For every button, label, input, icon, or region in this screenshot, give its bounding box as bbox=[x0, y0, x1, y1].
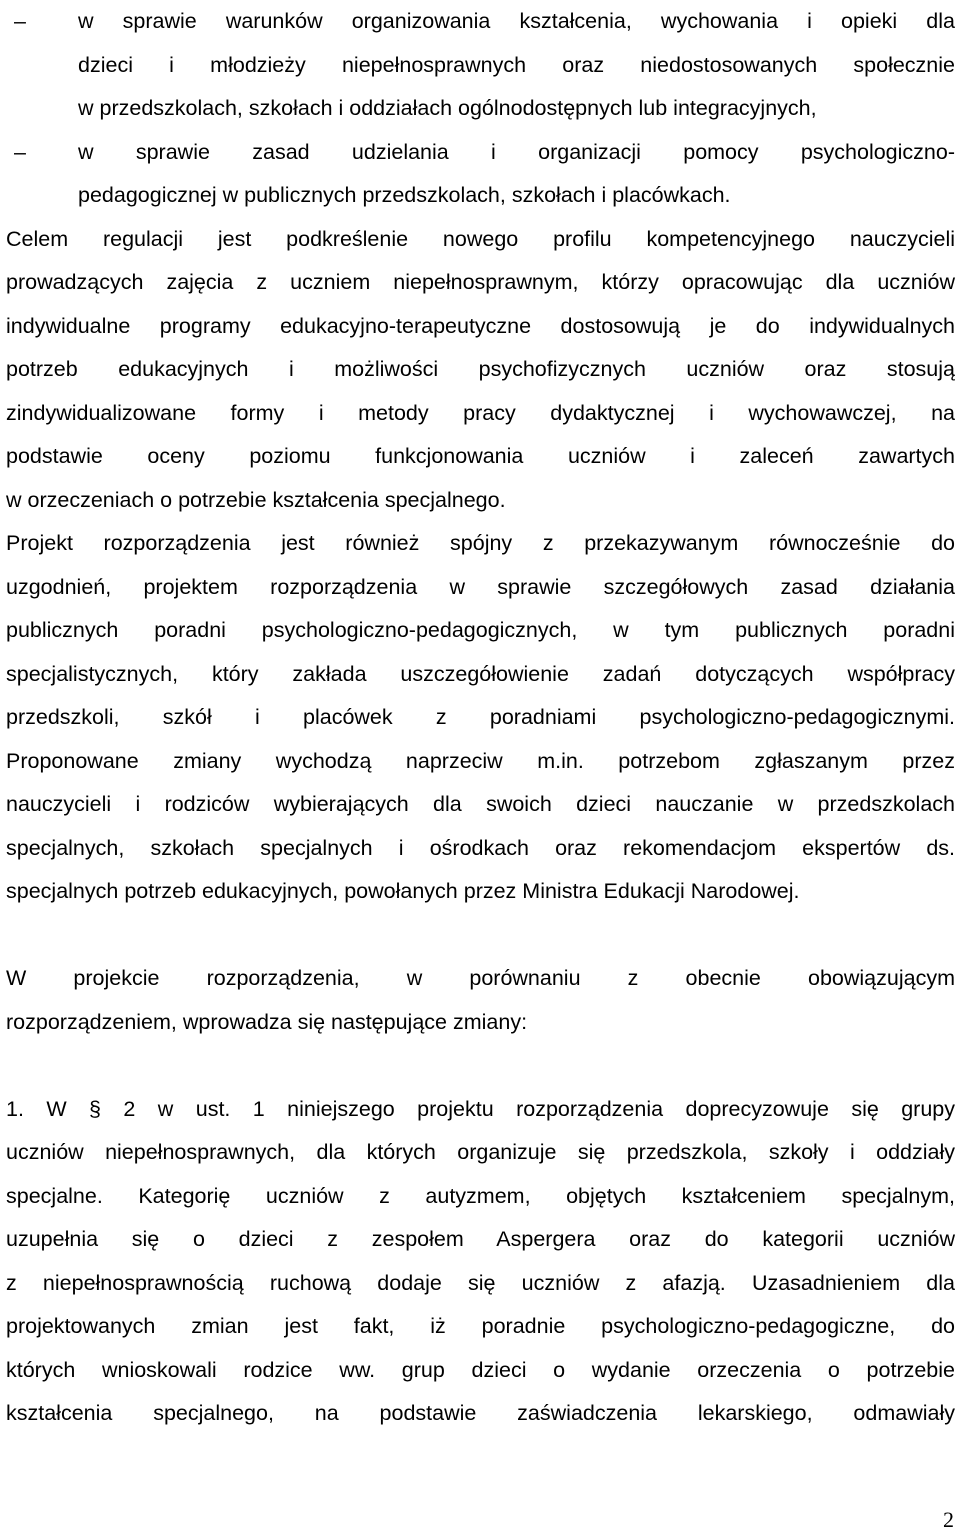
text-line: zindywidualizowane formy i metody pracy dydaktycznej i wychowawczej, na bbox=[6, 400, 955, 425]
text-line: uzupełnia się o dzieci z zespołem Aspergera oraz do kategorii uczniów bbox=[6, 1227, 955, 1251]
text-line: uczniów niepełnosprawnych, dla których organizuje się przedszkola, szkoły i oddziały bbox=[6, 1140, 955, 1164]
text-line: 1. W § 2 w ust. 1 niniejszego projektu rozporządzenia doprecyzowuje się grupy bbox=[6, 1096, 955, 1121]
text-line: pedagogicznej w publicznych przedszkolach, szkołach i placówkach. bbox=[78, 183, 731, 207]
paragraph-change-1 bbox=[6, 1088, 955, 1436]
text-line: przedszkoli, szkół i placówek z poradniami psychologiczno-pedagogicznymi. bbox=[6, 705, 955, 729]
text-line: w sprawie zasad udzielania i organizacji pomocy psychologiczno- bbox=[78, 139, 955, 164]
text-line: W projekcie rozporządzenia, w porównaniu z obecnie obowiązującym bbox=[6, 966, 955, 990]
paragraph-purpose bbox=[6, 218, 955, 523]
text-line: których wnioskowali rodzice ww. grup dzieci o wydanie orzeczenia o potrzebie bbox=[6, 1357, 955, 1382]
text-line: w sprawie warunków organizowania kształcenia, wychowania i opieki dla bbox=[78, 9, 955, 33]
text-line: specjalnych potrzeb edukacyjnych, powołanych przez Ministra Edukacji Narodowej. bbox=[6, 879, 800, 903]
text-line: w orzeczeniach o potrzebie kształcenia specjalnego. bbox=[6, 487, 506, 512]
text-line: Projekt rozporządzenia jest również spójny z przekazywanym równocześnie do bbox=[6, 531, 955, 555]
text-line: projektowanych zmian jest fakt, iż poradnie psychologiczno-pedagogiczne, do bbox=[6, 1314, 955, 1338]
text-line: indywidualne programy edukacyjno-terapeutyczne dostosowują je do indywidualnych bbox=[6, 313, 955, 338]
bullet-item bbox=[6, 0, 955, 44]
text-line: z niepełnosprawnością ruchową dodaje się uczniów z afazją. Uzasadnieniem dla bbox=[6, 1270, 955, 1295]
text-line: prowadzących zajęcia z uczniem niepełnosprawnym, którzy opracowując dla uczniów bbox=[6, 270, 955, 294]
text-line: nauczycieli i rodziców wybierających dla swoich dzieci nauczanie w przedszkolach bbox=[6, 792, 955, 816]
paragraph-changes-intro bbox=[6, 957, 955, 1044]
text-line: podstawie oceny poziomu funkcjonowania uczniów i zaleceń zawartych bbox=[6, 444, 955, 468]
text-line: uzgodnień, projektem rozporządzenia w sprawie szczegółowych zasad działania bbox=[6, 574, 955, 599]
paragraph-spacer bbox=[6, 914, 955, 958]
text-line: kształcenia specjalnego, na podstawie zaświadczenia lekarskiego, odmawiały bbox=[6, 1401, 955, 1425]
text-line: potrzeb edukacyjnych i możliwości psychofizycznych uczniów oraz stosują bbox=[6, 357, 955, 381]
text-line: w przedszkolach, szkołach i oddziałach ogólnodostępnych lub integracyjnych, bbox=[78, 96, 817, 120]
bullet-item bbox=[6, 131, 955, 175]
page-number: 2 bbox=[943, 1507, 954, 1532]
document-page bbox=[6, 0, 955, 1436]
dash-bullet: – bbox=[14, 139, 26, 164]
paragraph-spacer bbox=[6, 1044, 955, 1088]
text-line: publicznych poradni psychologiczno-pedagogicznych, w tym publicznych poradni bbox=[6, 618, 955, 642]
text-line: specjalne. Kategorię uczniów z autyzmem, objętych kształceniem specjalnym, bbox=[6, 1183, 955, 1208]
text-line: Proponowane zmiany wychodzą naprzeciw m.in. potrzebom zgłaszanym przez bbox=[6, 748, 955, 773]
text-line: rozporządzeniem, wprowadza się następujące zmiany: bbox=[6, 1009, 528, 1034]
text-line: dzieci i młodzieży niepełnosprawnych oraz niedostosowanych społecznie bbox=[78, 52, 955, 77]
paragraph-consistency bbox=[6, 522, 955, 914]
text-line: specjalistycznych, który zakłada uszczegółowienie zadań dotyczących współpracy bbox=[6, 661, 955, 686]
text-line: Celem regulacji jest podkreślenie nowego profilu kompetencyjnego nauczycieli bbox=[6, 226, 955, 251]
dash-bullet: – bbox=[14, 9, 26, 33]
text-line: specjalnych, szkołach specjalnych i ośrodkach oraz rekomendacjom ekspertów ds. bbox=[6, 835, 955, 860]
